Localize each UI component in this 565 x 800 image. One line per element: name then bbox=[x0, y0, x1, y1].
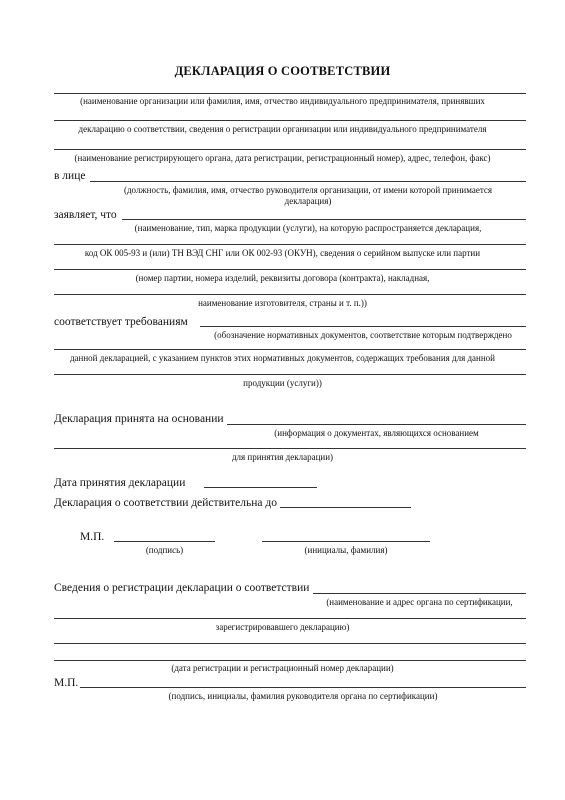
label-date-accepted: Дата принятия декларации bbox=[54, 477, 186, 489]
cert-line-3[interactable] bbox=[54, 643, 526, 644]
caption-cert-2: зарегистрировавшего декларацию) bbox=[215, 622, 350, 632]
caption-sign: (подпись) bbox=[145, 545, 184, 555]
caption-org-3: (наименование регистрирующего органа, дата регистрации, регистрационный номер), адрес, телефон, факс) bbox=[74, 153, 491, 163]
product-line-3[interactable] bbox=[54, 269, 526, 270]
org-line-1[interactable] bbox=[54, 93, 526, 94]
label-registration: Сведения о регистрации декларации о соответствии bbox=[54, 582, 310, 594]
product-line-2[interactable] bbox=[54, 244, 526, 245]
caption-basis-1: (информация о документах, являющихся основанием bbox=[274, 428, 479, 438]
product-line-1[interactable] bbox=[122, 219, 526, 220]
valid-until-line[interactable] bbox=[280, 507, 411, 508]
cert-line-2[interactable] bbox=[54, 618, 526, 619]
signature-line[interactable] bbox=[114, 541, 215, 542]
product-line-4[interactable] bbox=[54, 294, 526, 295]
caption-product-1: (наименование, тип, марка продукции (услуги), на которую распространяется декларация, bbox=[134, 223, 482, 233]
caption-cert-3: (дата регистрации и регистрационный номер декларации) bbox=[171, 663, 394, 673]
req-line-1[interactable] bbox=[200, 326, 526, 327]
person-line[interactable] bbox=[90, 181, 526, 182]
caption-product-4: наименование изготовителя, страны и т. п.)) bbox=[198, 298, 367, 308]
caption-req-1: (обозначение нормативных документов, соответствие которым подтверждено bbox=[214, 330, 512, 340]
label-mp-2: М.П. bbox=[54, 677, 79, 689]
req-line-2[interactable] bbox=[54, 349, 526, 350]
caption-org-1: (наименование организации или фамилия, имя, отчество индивидуального предпринимателя, принявших bbox=[80, 96, 485, 106]
caption-cert-4: (подпись, инициалы, фамилия руководителя органа по сертификации) bbox=[168, 691, 438, 701]
caption-org-2: декларацию о соответствии, сведения о регистрации организации или индивидуального предпринимателя bbox=[78, 124, 487, 134]
label-valid-until: Декларация о соответствии действительна до bbox=[54, 497, 277, 509]
label-mp-1: М.П. bbox=[80, 531, 105, 543]
org-line-3[interactable] bbox=[54, 149, 526, 150]
basis-line-1[interactable] bbox=[227, 424, 526, 425]
basis-line-2[interactable] bbox=[54, 448, 526, 449]
initials-line[interactable] bbox=[262, 541, 430, 542]
cert-line-4[interactable] bbox=[54, 660, 526, 661]
caption-cert-1: (наименование и адрес органа по сертификации, bbox=[326, 597, 513, 607]
caption-basis-2: для принятия декларации) bbox=[231, 452, 334, 462]
label-basis: Декларация принята на основании bbox=[54, 413, 224, 425]
req-line-3[interactable] bbox=[54, 374, 526, 375]
label-in-person: в лице bbox=[54, 170, 86, 182]
caption-initials: (инициалы, фамилия) bbox=[304, 545, 388, 555]
org-line-2[interactable] bbox=[54, 120, 526, 121]
document-title: ДЕКЛАРАЦИЯ О СООТВЕТСТВИИ bbox=[174, 64, 391, 78]
label-complies: соответствует требованиям bbox=[54, 316, 188, 328]
caption-req-3: продукции (услуги)) bbox=[243, 378, 322, 388]
caption-req-2: данной декларацией, с указанием пунктов этих нормативных документов, содержащих требования для данной bbox=[69, 353, 496, 363]
cert-line-1[interactable] bbox=[313, 593, 526, 594]
caption-person-2: декларация) bbox=[284, 196, 332, 206]
caption-product-2: код ОК 005-93 и (или) ТН ВЭД СНГ или ОК 002-93 (ОКУН), сведения о серийном выпуске или партии bbox=[84, 248, 481, 258]
caption-person-1: (должность, фамилия, имя, отчество руководителя организации, от имени которой принимается bbox=[123, 185, 493, 195]
cert-sign-line[interactable] bbox=[80, 687, 526, 688]
date-accepted-line[interactable] bbox=[204, 487, 317, 488]
label-declares: заявляет, что bbox=[54, 209, 117, 221]
caption-product-3: (номер партии, номера изделий, реквизиты договора (контракта), накладная, bbox=[135, 273, 430, 283]
